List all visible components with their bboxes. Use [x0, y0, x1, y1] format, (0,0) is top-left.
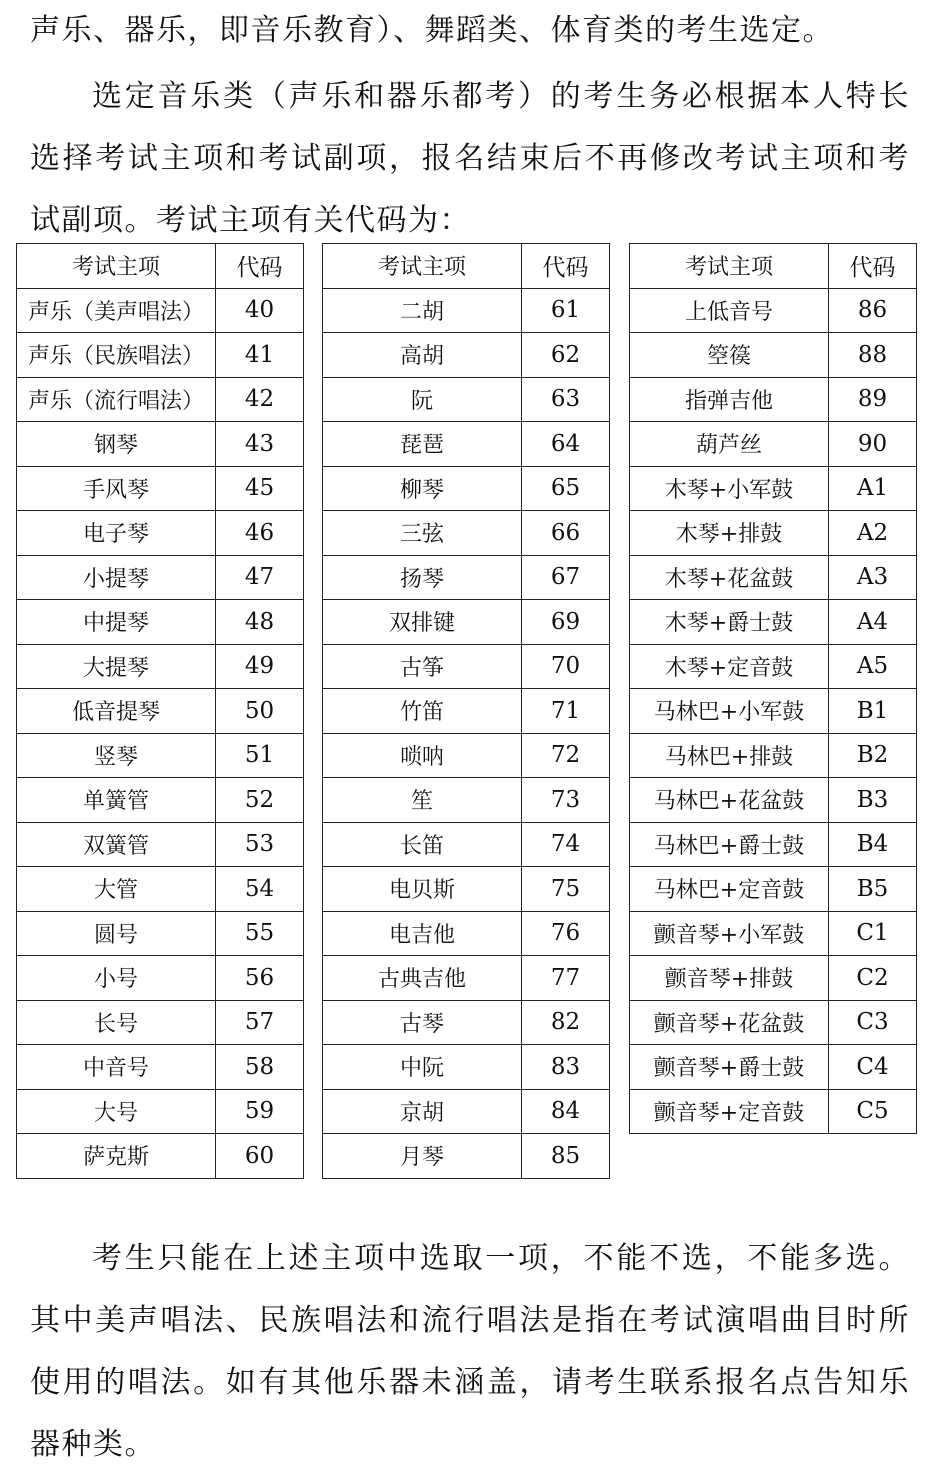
exam-code: 65	[522, 466, 610, 511]
exam-item: 中阮	[323, 1045, 522, 1090]
table-row	[323, 1134, 610, 1179]
table-row	[323, 466, 610, 511]
exam-code: 73	[522, 778, 610, 823]
exam-item: 马林巴+排鼓	[630, 733, 829, 778]
table-row	[630, 911, 917, 956]
table-row	[630, 956, 917, 1001]
exam-code: C2	[829, 956, 917, 1001]
exam-item: 古筝	[323, 644, 522, 689]
exam-item: 钢琴	[17, 422, 216, 467]
exam-item: 箜篌	[630, 333, 829, 378]
header-code: 代码	[522, 244, 610, 289]
table-row	[323, 956, 610, 1001]
exam-item: 颤音琴+排鼓	[630, 956, 829, 1001]
exam-code: C5	[829, 1089, 917, 1134]
exam-code: 58	[216, 1045, 304, 1090]
exam-item: 高胡	[323, 333, 522, 378]
exam-code: 57	[216, 1000, 304, 1045]
exam-item: 声乐（流行唱法）	[17, 377, 216, 422]
exam-item: 中音号	[17, 1045, 216, 1090]
exam-code: 59	[216, 1089, 304, 1134]
exam-code: 41	[216, 333, 304, 378]
table-row	[323, 511, 610, 556]
exam-item: 指弹吉他	[630, 377, 829, 422]
exam-code: 50	[216, 689, 304, 734]
table-row	[630, 333, 917, 378]
table-row	[323, 689, 610, 734]
exam-code: 40	[216, 288, 304, 333]
table-header-row	[323, 244, 610, 289]
exam-code: 55	[216, 911, 304, 956]
table-row	[630, 555, 917, 600]
exam-code: 56	[216, 956, 304, 1001]
table-row	[323, 333, 610, 378]
exam-code: 86	[829, 288, 917, 333]
table-row	[323, 911, 610, 956]
exam-code: 51	[216, 733, 304, 778]
code-table-2	[322, 243, 610, 1179]
exam-code: A2	[829, 511, 917, 556]
table-row	[17, 333, 304, 378]
exam-item: 竖琴	[17, 733, 216, 778]
table-row	[17, 1134, 304, 1179]
selection-rules: 考生只能在上述主项中选取一项，不能不选，不能多选。其中美声唱法、民族唱法和流行唱法是指在考试演唱曲目时所使用的唱法。如有其他乐器未涵盖，请考生联系报名点告知乐器种类。	[30, 1241, 910, 1462]
exam-item: 颤音琴+小军鼓	[630, 911, 829, 956]
table-row	[323, 867, 610, 912]
exam-item: 木琴+排鼓	[630, 511, 829, 556]
table-row	[630, 600, 917, 645]
table-row	[17, 867, 304, 912]
table-row	[630, 1045, 917, 1090]
exam-item: 声乐（民族唱法）	[17, 333, 216, 378]
exam-item: 长笛	[323, 822, 522, 867]
exam-item: 声乐（美声唱法）	[17, 288, 216, 333]
exam-item: 圆号	[17, 911, 216, 956]
exam-item: 月琴	[323, 1134, 522, 1179]
exam-code: 47	[216, 555, 304, 600]
table-row	[323, 644, 610, 689]
table-row	[17, 1000, 304, 1045]
exam-code: 70	[522, 644, 610, 689]
table-row	[17, 466, 304, 511]
header-item: 考试主项	[17, 244, 216, 289]
exam-item: 马林巴+小军鼓	[630, 689, 829, 734]
exam-code: B3	[829, 778, 917, 823]
table-row	[323, 822, 610, 867]
table-header-row	[17, 244, 304, 289]
table-row	[17, 911, 304, 956]
exam-code: C1	[829, 911, 917, 956]
code-table-3	[629, 243, 917, 1134]
table-row	[630, 511, 917, 556]
table-row	[323, 1045, 610, 1090]
exam-code: 66	[522, 511, 610, 556]
exam-code: B2	[829, 733, 917, 778]
exam-code: 90	[829, 422, 917, 467]
exam-item: 木琴+小军鼓	[630, 466, 829, 511]
exam-code: 54	[216, 867, 304, 912]
exam-code: A5	[829, 644, 917, 689]
table-row	[630, 377, 917, 422]
exam-item: 电子琴	[17, 511, 216, 556]
table-row	[630, 689, 917, 734]
exam-item: 竹笛	[323, 689, 522, 734]
table-row	[630, 822, 917, 867]
table-row	[17, 778, 304, 823]
table-row	[17, 644, 304, 689]
exam-code: 53	[216, 822, 304, 867]
exam-code: A1	[829, 466, 917, 511]
exam-code: 61	[522, 288, 610, 333]
exam-item: 木琴+花盆鼓	[630, 555, 829, 600]
exam-item: 三弦	[323, 511, 522, 556]
table-row	[630, 867, 917, 912]
table-row	[17, 377, 304, 422]
exam-code: 76	[522, 911, 610, 956]
table-row	[323, 422, 610, 467]
exam-code: 64	[522, 422, 610, 467]
table-row	[323, 377, 610, 422]
exam-item: 萨克斯	[17, 1134, 216, 1179]
exam-code: A4	[829, 600, 917, 645]
exam-code: 69	[522, 600, 610, 645]
exam-code: B5	[829, 867, 917, 912]
table-row	[17, 822, 304, 867]
table-row	[323, 1089, 610, 1134]
table-row	[17, 555, 304, 600]
exam-code: C3	[829, 1000, 917, 1045]
exam-code: 72	[522, 733, 610, 778]
exam-item: 双簧管	[17, 822, 216, 867]
exam-code: 45	[216, 466, 304, 511]
exam-code: A3	[829, 555, 917, 600]
header-code: 代码	[216, 244, 304, 289]
exam-item: 古典吉他	[323, 956, 522, 1001]
table-row	[17, 689, 304, 734]
exam-code: 71	[522, 689, 610, 734]
exam-item: 颤音琴+定音鼓	[630, 1089, 829, 1134]
exam-item: 颤音琴+花盆鼓	[630, 1000, 829, 1045]
exam-item: 单簧管	[17, 778, 216, 823]
header-item: 考试主项	[630, 244, 829, 289]
table-row	[630, 644, 917, 689]
exam-item: 扬琴	[323, 555, 522, 600]
exam-code: 46	[216, 511, 304, 556]
exam-item: 小提琴	[17, 555, 216, 600]
exam-item: 上低音号	[630, 288, 829, 333]
exam-code: B4	[829, 822, 917, 867]
exam-item: 笙	[323, 778, 522, 823]
exam-code: 77	[522, 956, 610, 1001]
exam-item: 手风琴	[17, 466, 216, 511]
exam-item: 电吉他	[323, 911, 522, 956]
exam-item: 大号	[17, 1089, 216, 1134]
exam-item: 马林巴+花盆鼓	[630, 778, 829, 823]
exam-code: 60	[216, 1134, 304, 1179]
table-row	[17, 288, 304, 333]
table-row	[323, 600, 610, 645]
table-row	[323, 555, 610, 600]
table-row	[17, 1045, 304, 1090]
exam-code: 62	[522, 333, 610, 378]
exam-code: 82	[522, 1000, 610, 1045]
table-row	[630, 422, 917, 467]
table-header-row	[630, 244, 917, 289]
exam-item: 颤音琴+爵士鼓	[630, 1045, 829, 1090]
header-item: 考试主项	[323, 244, 522, 289]
exam-item: 马林巴+定音鼓	[630, 867, 829, 912]
table-row	[17, 511, 304, 556]
exam-code: 74	[522, 822, 610, 867]
exam-item: 京胡	[323, 1089, 522, 1134]
exam-item: 葫芦丝	[630, 422, 829, 467]
exam-item: 中提琴	[17, 600, 216, 645]
exam-code: 75	[522, 867, 610, 912]
table-row	[630, 466, 917, 511]
exam-code: 52	[216, 778, 304, 823]
exam-code: 83	[522, 1045, 610, 1090]
selection-instructions: 选定音乐类（声乐和器乐都考）的考生务必根据本人特长选择考试主项和考试副项，报名结束后不再修改考试主项和考试副项。考试主项有关代码为：	[30, 79, 910, 238]
code-table-1	[16, 243, 304, 1179]
exam-code: 63	[522, 377, 610, 422]
exam-code: 85	[522, 1134, 610, 1179]
exam-item: 小号	[17, 956, 216, 1001]
table-row	[323, 733, 610, 778]
exam-item: 马林巴+爵士鼓	[630, 822, 829, 867]
table-row	[323, 778, 610, 823]
exam-item: 琵琶	[323, 422, 522, 467]
table-row	[323, 288, 610, 333]
exam-code: 67	[522, 555, 610, 600]
exam-item: 唢呐	[323, 733, 522, 778]
exam-code: 88	[829, 333, 917, 378]
exam-item: 古琴	[323, 1000, 522, 1045]
table-row	[630, 1000, 917, 1045]
exam-item: 电贝斯	[323, 867, 522, 912]
header-code: 代码	[829, 244, 917, 289]
table-row	[630, 733, 917, 778]
exam-item: 双排键	[323, 600, 522, 645]
exam-code: 84	[522, 1089, 610, 1134]
table-row	[17, 1089, 304, 1134]
exam-item: 低音提琴	[17, 689, 216, 734]
exam-code: 43	[216, 422, 304, 467]
intro-line: 声乐、器乐，即音乐教育）、舞蹈类、体育类的考生选定。	[30, 13, 834, 48]
exam-item: 长号	[17, 1000, 216, 1045]
exam-code: C4	[829, 1045, 917, 1090]
table-row	[17, 600, 304, 645]
table-row	[630, 778, 917, 823]
table-row	[17, 733, 304, 778]
exam-code: 49	[216, 644, 304, 689]
exam-item: 木琴+定音鼓	[630, 644, 829, 689]
table-row	[17, 422, 304, 467]
exam-item: 阮	[323, 377, 522, 422]
table-row	[17, 956, 304, 1001]
exam-code: 42	[216, 377, 304, 422]
exam-item: 柳琴	[323, 466, 522, 511]
exam-code: 48	[216, 600, 304, 645]
exam-item: 大管	[17, 867, 216, 912]
table-row	[323, 1000, 610, 1045]
exam-code: B1	[829, 689, 917, 734]
table-row	[630, 288, 917, 333]
table-row	[630, 1089, 917, 1134]
exam-item: 大提琴	[17, 644, 216, 689]
exam-item: 木琴+爵士鼓	[630, 600, 829, 645]
exam-item: 二胡	[323, 288, 522, 333]
exam-code: 89	[829, 377, 917, 422]
